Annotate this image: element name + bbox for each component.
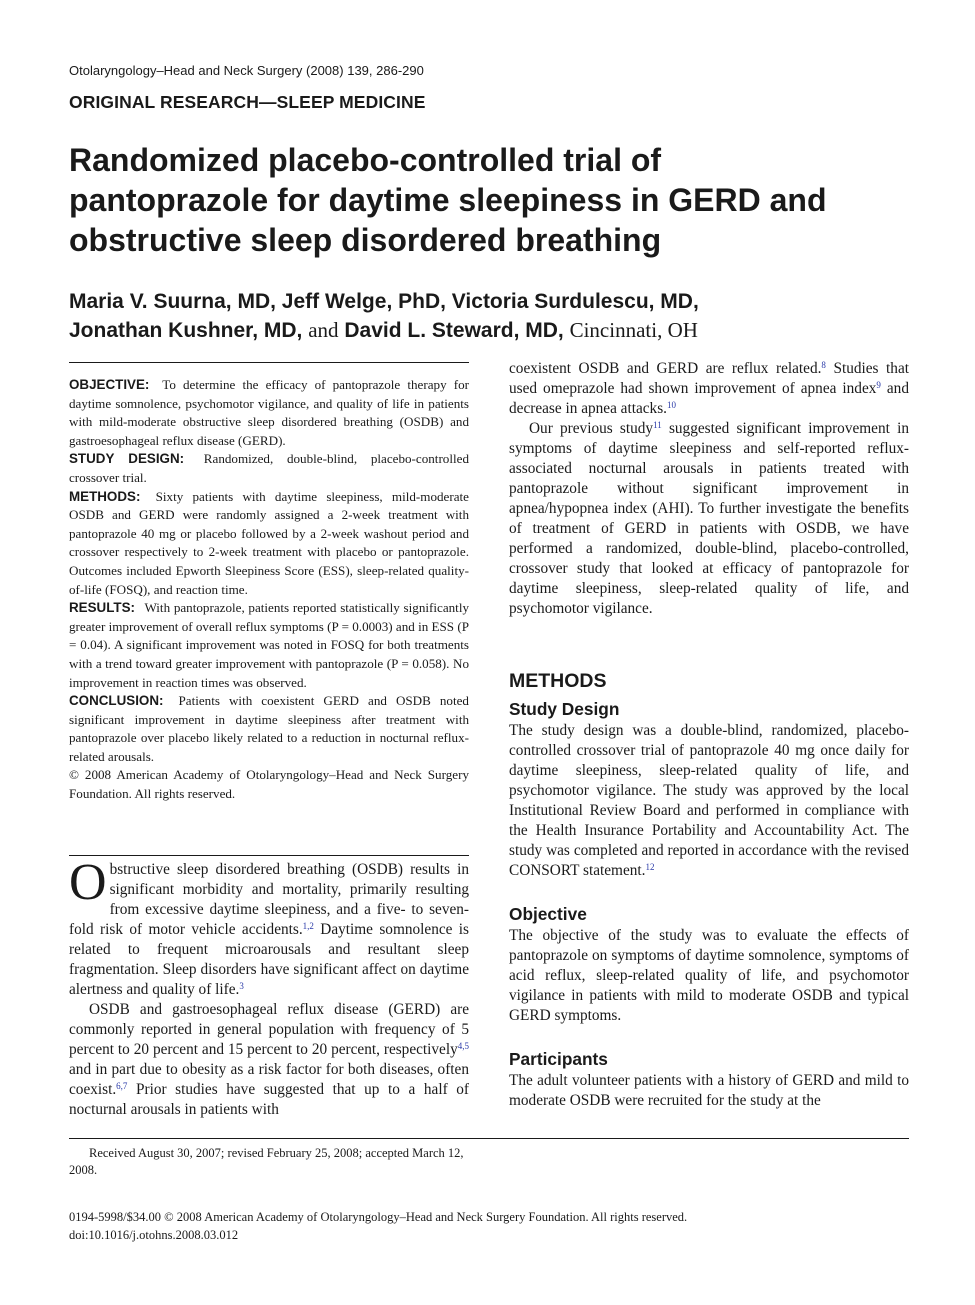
author-location: Cincinnati, OH [569,318,698,342]
abstract-label: CONCLUSION: [69,693,164,709]
paragraph-text: Daytime somnolence is related to frequent microarousals and resultant sleep fragmentation. Sleep disorders have significant affect on daytime alertness and quality of life. [69,921,469,998]
methods-paragraph [509,721,909,881]
methods-paragraph: The objective of the study was to evaluate the effects of pantoprazole on symptoms of daytime somnolence, symptoms of acid reflux, sleep-related quality of life, and psychomotor vigilance in patients with mild to moderate OSDB and typical GERD symptoms. [509,927,909,1024]
journal-citation: Otolaryngology–Head and Neck Surgery (2008) 139, 286-290 [69,63,424,78]
abstract-label: RESULTS: [69,600,135,616]
footer-rule [69,1138,909,1139]
author-conjunction: and [308,318,339,342]
citation-link[interactable]: 6,7 [116,1081,128,1091]
doi-link[interactable]: doi:10.1016/j.otohns.2008.03.012 [69,1227,239,1242]
intro-paragraph [69,1000,469,1120]
abstract-conclusion [69,692,469,766]
author-list [69,287,909,345]
abstract-text: Patients with coexistent GERD and OSDB noted significant improvement in daytime sleepiness after treatment with pantoprazole over placebo likely related to a reduction in nocturnal reflux-related arousals. [69,693,469,764]
intro-paragraph [509,419,909,619]
citation-link[interactable]: 4,5 [457,1041,469,1051]
methods-heading: METHODS [509,670,607,692]
paragraph-text: suggested significant improvement in symptoms of daytime sleepiness and self-reported reflux-associated nocturnal arousals in patients treated with pantoprazole without significant improvement in apnea/hypopnea index (AHI). To further investigate the benefits of treatment of GERD in patients with OSDB, we have performed a randomized, double-blind, placebo-controlled, crossover study that looked at efficacy of pantoprazole for daytime sleepiness, sleep-related quality of life, and psychomotor vigilance. [509,420,909,617]
citation-link[interactable]: 3 [239,981,244,991]
paragraph-text: Studies that used omeprazole had shown improvement of apnea index [509,360,909,397]
received-text: Received August 30, 2007; revised February 25, 2008; accepted March 12, 2008. [69,1146,464,1177]
citation-link[interactable]: 1,2 [302,921,314,931]
received-dates [69,1145,469,1179]
paragraph-text: Prior studies have suggested that up to a half of nocturnal arousals in patients with [69,1081,469,1118]
citation-link[interactable]: 8 [821,360,826,370]
copyright-footer [69,1209,687,1244]
author-name: Jonathan Kushner, MD, [69,319,303,342]
paragraph-text: coexistent OSDB and GERD are reflux related. [509,360,822,377]
author-name: Victoria Surdulescu, MD, [451,290,699,313]
drop-cap: O [69,854,107,911]
section-label: ORIGINAL RESEARCH—SLEEP MEDICINE [69,92,426,112]
methods-paragraph: The adult volunteer patients with a history of GERD and mild to moderate OSDB were recruited for the study at the [509,1072,909,1109]
subsection-heading: Objective [509,904,587,924]
intro-paragraph [69,854,469,1000]
body-column-right [509,359,909,1111]
abstract-label: OBJECTIVE: [69,377,150,392]
body-column-left [69,854,469,1120]
abstract-results [69,599,469,692]
paragraph-text: Our previous study [529,420,654,437]
abstract-text: With pantoprazole, patients reported statistically significantly greater improvement of overall reflux symptoms (P = 0.0003) and in ESS (P = 0.04). A significant improvement was noted in FOSQ for both treatments with a trend toward greater improvement with pantoprazole (P = 0.058). No improvement in reaction times was observed. [69,600,470,690]
citation-link[interactable]: 12 [645,862,655,872]
abstract-design [69,450,469,487]
paragraph-text: The study design was a double-blind, randomized, placebo-controlled crossover trial of pantoprazole 40 mg once daily for daytime sleepiness, sleep-related quality of life, and psychomotor vigilance. The study was approved by the local Institutional Review Board and performed in compliance with the Health Insurance Portability and Accountability Act. The study was completed and reported in accordance with the revised CONSORT statement. [509,722,909,879]
subsection-heading: Participants [509,1049,608,1069]
author-name: Jeff Welge, PhD, [281,290,446,313]
paragraph-text: OSDB and gastroesophageal reflux disease (GERD) are commonly reported in general population with frequency of 5 percent to 20 percent and 15 percent to 20 percent, respectively [69,1001,469,1058]
abstract-text: Sixty patients with daytime sleepiness, mild-moderate OSDB and GERD were randomly assigned a 2-week treatment with pantoprazole 40 mg or placebo followed by a 2-week washout period and crossover respectively to 2-week treatment with placebo or pantoprazole. Outcomes included Epworth Sleepiness Score (ESS), sleep-related quality-of-life (FOSQ), and reaction time. [69,488,469,597]
abstract-top-rule [69,362,469,363]
citation-link[interactable]: 9 [876,380,881,390]
author-name: Maria V. Suurna, MD, [69,290,276,313]
citation-link[interactable]: 11 [653,420,662,430]
subsection-heading: Study Design [509,699,620,719]
abstract-text: Randomized, double-blind, placebo-controlled crossover trial. [69,451,469,485]
paragraph-text: bstructive sleep disordered breathing (OSDB) results in significant morbidity and mortality, primarily resulting from excessive daytime sleepiness, and a five- to seven-fold risk of motor vehicle accidents. [69,861,469,938]
article-title: Randomized placebo-controlled trial of pantoprazole for daytime sleepiness in GERD and obstructive sleep disordered breathing [69,142,827,258]
abstract-copyright: © 2008 American Academy of Otolaryngology–Head and Neck Surgery Foundation. All rights reserved. [69,767,469,802]
abstract-text: To determine the efficacy of pantoprazole therapy for daytime somnolence, psychomotor vigilance, and quality of life in patients with mild-moderate obstructive sleep disordered breathing (OSDB) and gastroesophageal reflux disease (GERD). [69,377,470,448]
author-name: David L. Steward, MD, [344,319,564,342]
abstract-objective [69,376,469,450]
abstract-label: STUDY DESIGN: [69,451,185,467]
paragraph-text: and decrease in apnea attacks. [509,380,909,417]
paragraph-text: and in part due to obesity as a risk factor for both diseases, often coexist. [69,1061,469,1098]
issn-line: 0194-5998/$34.00 © 2008 American Academy of Otolaryngology–Head and Neck Surgery Foundation. All rights reserved. [69,1210,688,1224]
intro-paragraph [509,359,909,419]
abstract-bottom-rule [69,855,469,856]
abstract [69,376,469,804]
abstract-label: METHODS: [69,488,141,504]
citation-link[interactable]: 10 [666,400,676,410]
abstract-methods [69,488,469,600]
